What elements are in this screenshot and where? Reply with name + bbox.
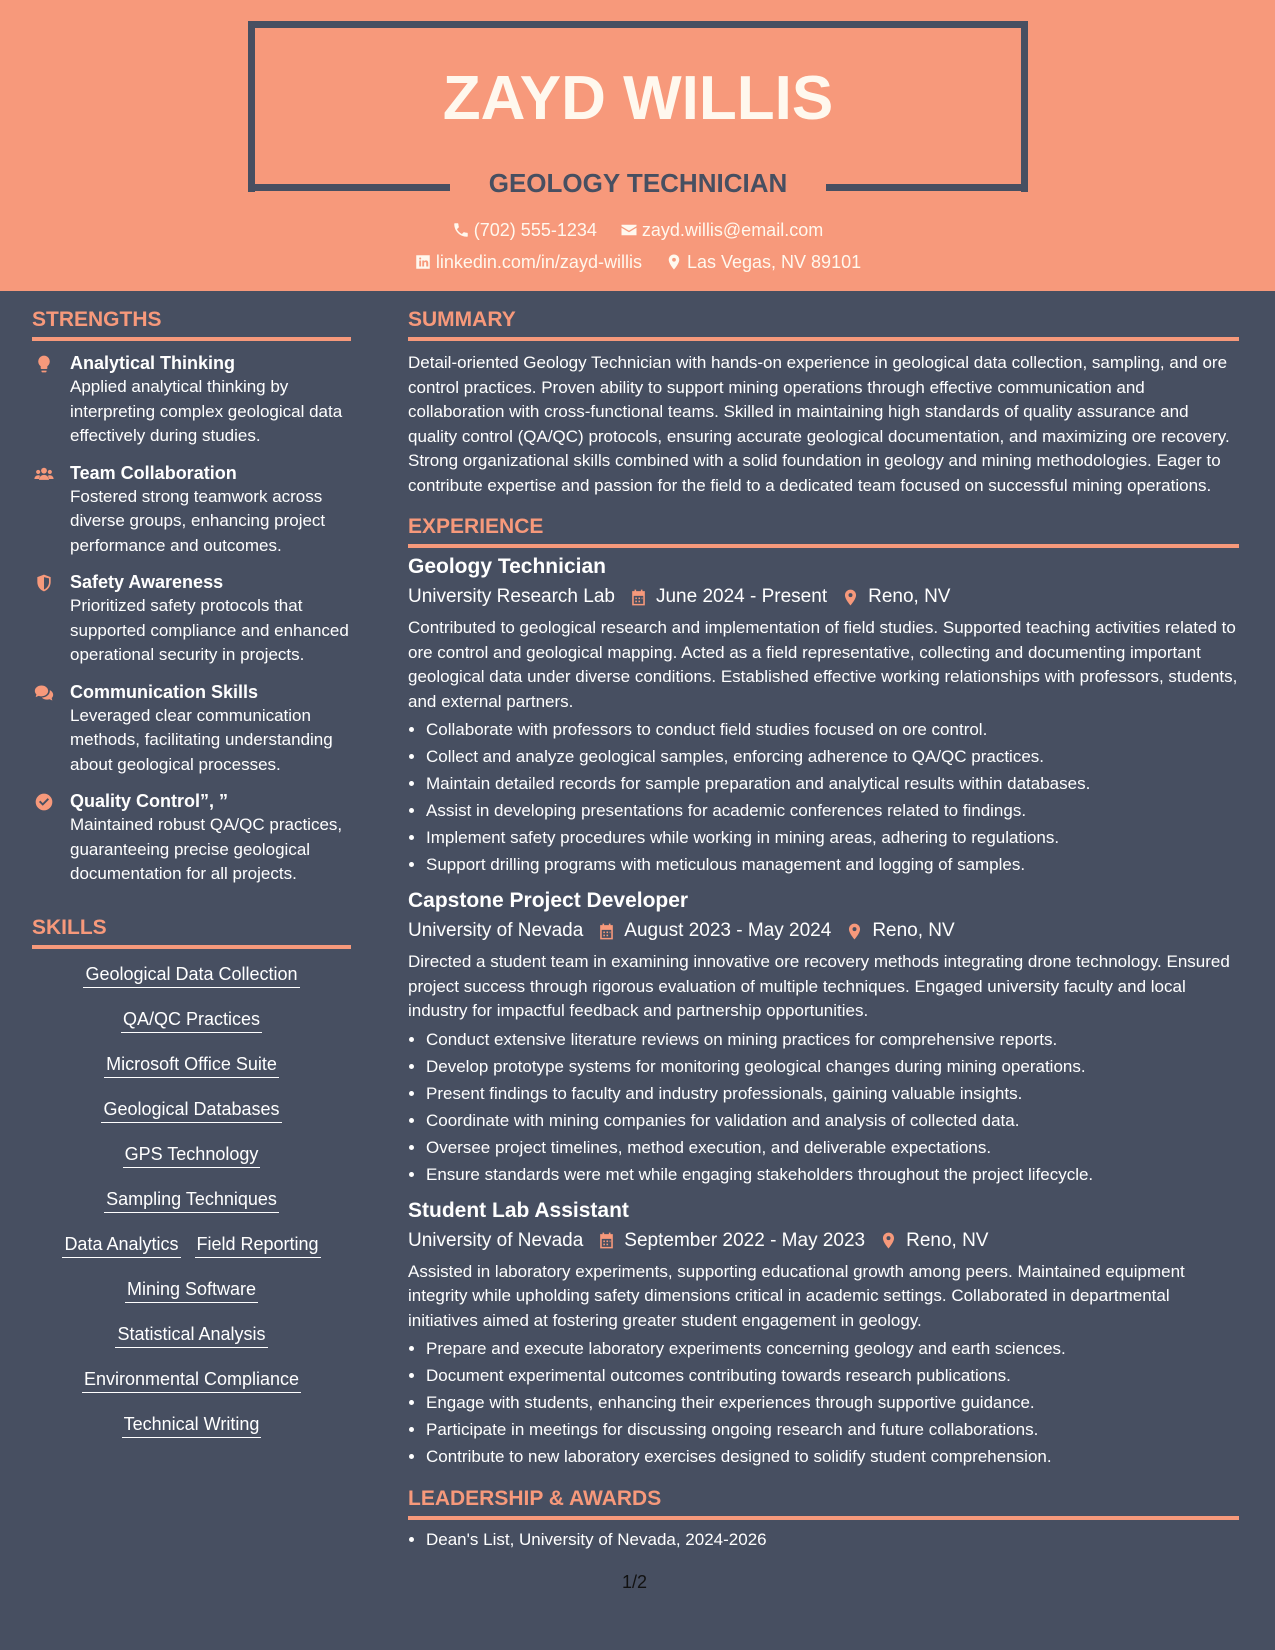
envelope-icon xyxy=(620,221,638,239)
job-description: Directed a student team in examining innovative ore recovery methods integrating drone technology. Ensured project success through rigorous evaluation of multiple techniques. Engaged university faculty and local industry for impactful feedback and partnership opportunities. xyxy=(408,952,1230,1020)
contact-row-2 xyxy=(0,250,1275,277)
location-contact xyxy=(665,250,861,274)
list-item: • Contribute to new laboratory exercises designed to solidify student comprehension. xyxy=(426,1443,1239,1470)
location-text: Las Vegas, NV 89101 xyxy=(686,252,862,272)
strength-item xyxy=(32,351,351,449)
strength-desc: Fostered strong teamwork across diverse groups, enhancing project performance and outcomes. xyxy=(70,486,326,555)
skill-tag: Environmental Compliance xyxy=(82,1366,301,1393)
job-description: Contributed to geological research and implementation of field studies. Supported teaching activities related to ore control and geological mapping. Acted as a field representative, collecting and documenting important geological data under diverse conditions. Established effective working relationships with professors, students, and external partners. xyxy=(408,618,1238,711)
check-circle-icon xyxy=(34,792,54,812)
list-item: • Collect and analyze geological samples, enforcing adherence to QA/QC practices. xyxy=(426,743,1239,770)
job-bullets xyxy=(408,1335,1239,1470)
skill-tag: Geological Data Collection xyxy=(83,961,299,988)
job-title: Student Lab Assistant xyxy=(408,1198,629,1222)
skills-list xyxy=(32,959,351,1441)
skill-tag: Technical Writing xyxy=(122,1411,262,1438)
skill-tag: GPS Technology xyxy=(123,1141,261,1168)
job-org: University of Nevada xyxy=(408,1229,584,1251)
strength-desc: Applied analytical thinking by interpreting complex geological data effectively during studies. xyxy=(70,377,343,445)
strength-item xyxy=(32,789,351,887)
left-column xyxy=(32,303,351,1456)
phone-icon xyxy=(452,221,470,239)
map-pin-icon xyxy=(665,253,683,271)
job-dates: September 2022 - May 2023 xyxy=(624,1229,866,1251)
contact-row-1 xyxy=(0,218,1275,245)
skill-tag: Statistical Analysis xyxy=(115,1321,267,1348)
job-location: Reno, NV xyxy=(868,586,951,607)
candidate-role: GEOLOGY TECHNICIAN xyxy=(488,168,788,198)
job-location: Reno, NV xyxy=(872,920,955,941)
resume-header xyxy=(0,0,1275,291)
job-title: Geology Technician xyxy=(408,555,606,578)
strength-title: Communication Skills xyxy=(70,681,259,702)
list-item: • Support drilling programs with meticulous management and logging of samples. xyxy=(426,851,1239,878)
skill-tag: QA/QC Practices xyxy=(121,1006,262,1033)
header-frame-bottom-right xyxy=(826,184,1028,191)
job-entry xyxy=(408,886,1239,1188)
summary-heading: SUMMARY xyxy=(408,303,1239,341)
leadership-heading: LEADERSHIP & AWARDS xyxy=(408,1482,1239,1520)
users-icon xyxy=(34,464,54,484)
skill-tag: Geological Databases xyxy=(101,1096,281,1123)
job-org: University of Nevada xyxy=(408,920,584,941)
calendar-icon xyxy=(597,922,616,941)
list-item: • Conduct extensive literature reviews on mining practices for comprehensive reports. xyxy=(426,1026,1239,1053)
strength-title: Analytical Thinking xyxy=(70,353,236,373)
job-dates: August 2023 - May 2024 xyxy=(624,920,832,941)
calendar-icon xyxy=(629,588,648,607)
list-item: • Oversee project timelines, method execution, and deliverable expectations. xyxy=(426,1134,1239,1161)
candidate-name: ZAYD WILLIS xyxy=(442,64,834,133)
right-column xyxy=(408,303,1239,1553)
job-description: Assisted in laboratory experiments, supporting educational growth among peers. Maintained equipment integrity while upholding safety dimensions critical in academic settings. Collaborated in departmental initiatives aimed at fostering greater student engagement in geology. xyxy=(408,1261,1185,1330)
phone-text: (702) 555-1234 xyxy=(473,220,597,240)
linkedin-icon xyxy=(414,253,432,271)
map-pin-icon xyxy=(845,922,864,941)
strength-desc: Maintained robust QA/QC practices, guaranteeing precise geological documentation for all projects. xyxy=(70,815,343,883)
list-item: • Implement safety procedures while working in mining areas, adhering to regulations. xyxy=(426,824,1239,851)
list-item: • Assist in developing presentations for academic conferences related to findings. xyxy=(426,797,1239,824)
list-item: • Dean's List, University of Nevada, 2024-2026 xyxy=(426,1526,1239,1553)
email-contact[interactable] xyxy=(620,218,823,242)
lightbulb-icon xyxy=(34,354,54,374)
strength-item xyxy=(32,680,351,778)
linkedin-text: linkedin.com/in/zayd-willis xyxy=(435,252,642,272)
job-meta xyxy=(408,916,1239,946)
list-item: • Engage with students, enhancing their experiences through supportive guidance. xyxy=(426,1389,1239,1416)
email-text: zayd.willis@email.com xyxy=(641,220,824,240)
header-frame-bottom-left xyxy=(248,184,450,191)
list-item: • Maintain detailed records for sample preparation and analytical results within databases. xyxy=(426,770,1239,797)
list-item: • Develop prototype systems for monitoring geological changes during mining operations. xyxy=(426,1053,1239,1080)
list-item: • Participate in meetings for discussing ongoing research and future collaborations. xyxy=(426,1416,1239,1443)
leadership-list xyxy=(408,1526,1239,1553)
map-pin-icon xyxy=(879,1231,898,1250)
job-dates: June 2024 - Present xyxy=(655,586,828,607)
linkedin-contact[interactable] xyxy=(414,250,642,274)
job-title: Capstone Project Developer xyxy=(408,889,689,912)
skill-tag: Data Analytics xyxy=(62,1231,180,1258)
job-meta xyxy=(408,582,1239,612)
list-item: • Prepare and execute laboratory experiments concerning geology and earth sciences. xyxy=(426,1335,1239,1362)
summary-text: Detail-oriented Geology Technician with hands-on experience in geological data collection, sampling, and ore control practices. Proven ability to support mining operations through effective communication and collaboration with cross-functional teams. Skilled in maintaining high standards of quality assurance and quality control (QA/QC) protocols, ensuring accurate geological documentation, and maximizing ore recovery. Strong organizational skills combined with a solid foundation in geology and mining methodologies. Eager to contribute expertise and passion for the field to a dedicated team focused on successful mining operations. xyxy=(408,353,1230,495)
list-item: • Ensure standards were met while engaging stakeholders throughout the project lifecycle. xyxy=(426,1161,1239,1188)
strength-title: Quality Control”, ” xyxy=(70,791,229,811)
job-entry xyxy=(408,552,1239,878)
skill-tag: Mining Software xyxy=(125,1276,258,1303)
job-bullets xyxy=(408,716,1239,878)
skill-tag: Microsoft Office Suite xyxy=(104,1051,279,1078)
experience-heading: EXPERIENCE xyxy=(408,510,1239,548)
job-org: University Research Lab xyxy=(408,586,615,607)
strength-title: Safety Awareness xyxy=(70,572,224,592)
skills-heading: SKILLS xyxy=(32,911,351,949)
strength-item xyxy=(32,461,351,559)
strengths-heading: STRENGTHS xyxy=(32,303,351,341)
strength-item xyxy=(32,570,351,668)
strength-desc: Prioritized safety protocols that supported compliance and enhanced operational security in projects. xyxy=(70,596,349,664)
shield-icon xyxy=(34,573,54,593)
map-pin-icon xyxy=(841,588,860,607)
job-location: Reno, NV xyxy=(906,1229,989,1251)
comments-icon xyxy=(34,683,54,703)
skill-tag: Field Reporting xyxy=(195,1231,321,1258)
skill-tag: Sampling Techniques xyxy=(104,1186,279,1213)
page-number: 1/2 xyxy=(622,1572,648,1592)
job-bullets xyxy=(408,1026,1239,1188)
list-item: • Present findings to faculty and industry professionals, gaining valuable insights. xyxy=(426,1080,1239,1107)
job-meta xyxy=(408,1226,1239,1256)
job-entry xyxy=(408,1196,1239,1471)
list-item: • Collaborate with professors to conduct field studies focused on ore control. xyxy=(426,716,1239,743)
list-item: • Coordinate with mining companies for validation and analysis of collected data. xyxy=(426,1107,1239,1134)
calendar-icon xyxy=(597,1231,616,1250)
strength-desc: Leveraged clear communication methods, facilitating understanding about geological processes. xyxy=(70,705,333,774)
list-item: • Document experimental outcomes contributing towards research publications. xyxy=(426,1362,1239,1389)
phone-contact[interactable] xyxy=(452,218,597,242)
strength-title: Team Collaboration xyxy=(70,462,237,483)
